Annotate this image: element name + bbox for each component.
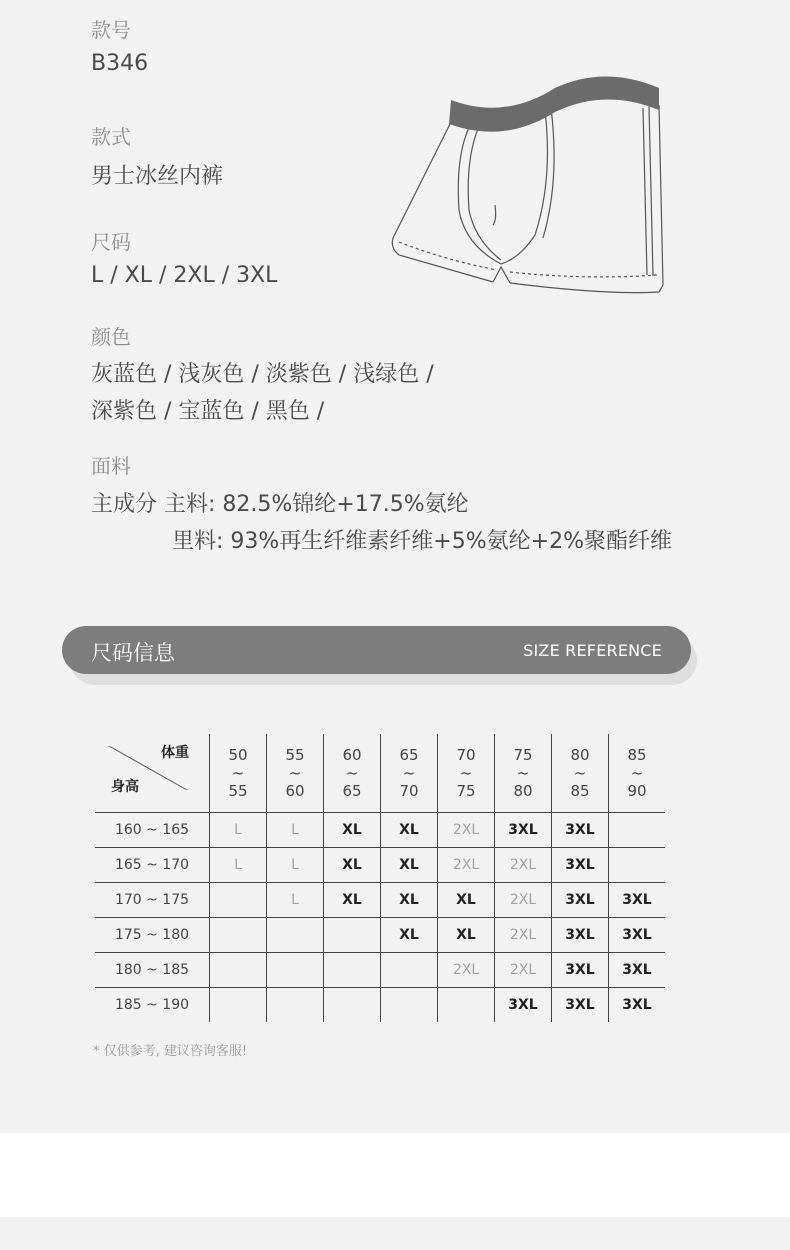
size-cell: 2XL xyxy=(438,953,495,988)
weight-range-top: 60 xyxy=(342,746,362,764)
fabric-line-2: 里料: 93%再生纤维素纤维+5%氨纶+2%聚酯纤维 xyxy=(172,529,672,554)
weight-range-top: 85 xyxy=(627,746,647,764)
weight-range-header xyxy=(438,734,495,813)
weight-range-bottom: 75 xyxy=(456,782,476,800)
colors-line-1: 灰蓝色 / 浅灰色 / 淡紫色 / 浅绿色 / xyxy=(91,362,434,387)
size-cell: XL xyxy=(438,918,495,953)
size-cell: XL xyxy=(381,848,438,883)
weight-range-header xyxy=(324,734,381,813)
size-cell xyxy=(324,988,381,1023)
weight-range-header xyxy=(381,734,438,813)
size-cell: 3XL xyxy=(552,813,609,848)
weight-range-tilde: ~ xyxy=(573,764,587,782)
size-cell: 3XL xyxy=(552,988,609,1023)
weight-range-bottom: 85 xyxy=(570,782,590,800)
weight-range-top: 50 xyxy=(228,746,248,764)
size-cell xyxy=(324,918,381,953)
weight-range-bottom: 70 xyxy=(399,782,419,800)
size-cell: 2XL xyxy=(495,883,552,918)
height-range-cell: 170 ~ 175 xyxy=(95,883,210,918)
size-cell: 3XL xyxy=(552,918,609,953)
weight-range-top: 80 xyxy=(570,746,590,764)
size-cell: XL xyxy=(324,883,381,918)
banner-title: 尺码信息 xyxy=(91,641,175,665)
fabric-label: 面料 xyxy=(91,454,131,478)
size-chart-header-row xyxy=(95,734,665,813)
weight-range-bottom: 90 xyxy=(627,782,647,800)
weight-range-top: 65 xyxy=(399,746,419,764)
height-range-cell: 180 ~ 185 xyxy=(95,953,210,988)
weight-range-bottom: 80 xyxy=(513,782,533,800)
size-cell: 3XL xyxy=(495,813,552,848)
size-cell: 3XL xyxy=(552,883,609,918)
size-cell: 3XL xyxy=(609,918,666,953)
size-cell: 3XL xyxy=(552,848,609,883)
bottom-strip xyxy=(0,1217,790,1250)
size-chart-corner xyxy=(95,734,210,813)
colors-line-2: 深紫色 / 宝蓝色 / 黑色 / xyxy=(91,399,325,424)
height-axis-label: 身高 xyxy=(111,779,139,795)
weight-range-tilde: ~ xyxy=(516,764,530,782)
size-cell: 3XL xyxy=(609,953,666,988)
height-range-cell: 185 ~ 190 xyxy=(95,988,210,1023)
size-cell xyxy=(267,988,324,1023)
size-cell: L xyxy=(267,883,324,918)
weight-range-tilde: ~ xyxy=(402,764,416,782)
weight-axis-label: 体重 xyxy=(161,745,189,761)
size-cell: XL xyxy=(381,918,438,953)
size-cell xyxy=(210,988,267,1023)
size-chart-table xyxy=(95,734,665,1022)
size-cell: L xyxy=(210,848,267,883)
weight-range-tilde: ~ xyxy=(345,764,359,782)
style-no-value: B346 xyxy=(91,51,149,76)
size-label: 尺码 xyxy=(91,230,131,254)
height-range-cell: 165 ~ 170 xyxy=(95,848,210,883)
size-cell xyxy=(210,918,267,953)
style-no-label: 款号 xyxy=(91,18,131,42)
style-value: 男士冰丝内裤 xyxy=(91,164,224,189)
size-chart-row xyxy=(95,883,665,918)
weight-range-bottom: 65 xyxy=(342,782,362,800)
weight-range-tilde: ~ xyxy=(459,764,473,782)
size-chart-body xyxy=(95,813,665,1023)
size-cell: 2XL xyxy=(495,953,552,988)
size-cell xyxy=(381,988,438,1023)
size-cell xyxy=(267,953,324,988)
size-cell xyxy=(210,953,267,988)
weight-range-tilde: ~ xyxy=(288,764,302,782)
size-cell: XL xyxy=(381,813,438,848)
color-label: 颜色 xyxy=(91,325,131,349)
size-cell: 3XL xyxy=(609,883,666,918)
weight-range-tilde: ~ xyxy=(231,764,245,782)
size-info-banner xyxy=(62,626,691,674)
size-cell xyxy=(210,883,267,918)
size-chart-row xyxy=(95,988,665,1023)
size-cell xyxy=(324,953,381,988)
size-cell xyxy=(267,918,324,953)
banner-subtitle: SIZE REFERENCE xyxy=(523,641,662,660)
weight-range-tilde: ~ xyxy=(630,764,644,782)
weight-range-bottom: 55 xyxy=(228,782,248,800)
size-cell: 3XL xyxy=(622,997,652,1013)
size-cell: 2XL xyxy=(495,918,552,953)
weight-range-header xyxy=(495,734,552,813)
weight-range-top: 75 xyxy=(513,746,533,764)
size-cell: XL xyxy=(381,883,438,918)
reference-note: * 仅供参考, 建议咨询客服! xyxy=(93,1044,248,1059)
height-range-cell: 175 ~ 180 xyxy=(95,918,210,953)
weight-range-top: 70 xyxy=(456,746,476,764)
size-cell: L xyxy=(210,813,267,848)
boxer-briefs-icon xyxy=(385,60,675,305)
size-chart-row xyxy=(95,953,665,988)
size-cell: 2XL xyxy=(438,813,495,848)
size-cell xyxy=(609,813,666,848)
size-cell xyxy=(381,953,438,988)
weight-range-top: 55 xyxy=(285,746,305,764)
fabric-line-1: 主成分 主料: 82.5%锦纶+17.5%氨纶 xyxy=(91,492,469,517)
weight-range-header xyxy=(609,734,666,813)
size-cell: 3XL xyxy=(495,988,552,1023)
size-cell: XL xyxy=(438,883,495,918)
style-label: 款式 xyxy=(91,125,131,149)
weight-range-header xyxy=(210,734,267,813)
size-chart-row xyxy=(95,813,665,848)
size-cell: 2XL xyxy=(438,848,495,883)
weight-range-header xyxy=(552,734,609,813)
size-cell: 3XL xyxy=(552,953,609,988)
size-cell: XL xyxy=(324,813,381,848)
size-value: L / XL / 2XL / 3XL xyxy=(91,263,278,288)
size-chart-row xyxy=(95,918,665,953)
size-cell: XL xyxy=(324,848,381,883)
size-cell: L xyxy=(267,813,324,848)
weight-range-header xyxy=(267,734,324,813)
size-chart-row xyxy=(95,848,665,883)
weight-range-bottom: 60 xyxy=(285,782,305,800)
size-cell: L xyxy=(267,848,324,883)
size-cell xyxy=(438,988,495,1023)
size-cell xyxy=(609,848,666,883)
size-cell: 2XL xyxy=(495,848,552,883)
height-range-cell: 160 ~ 165 xyxy=(95,813,210,848)
